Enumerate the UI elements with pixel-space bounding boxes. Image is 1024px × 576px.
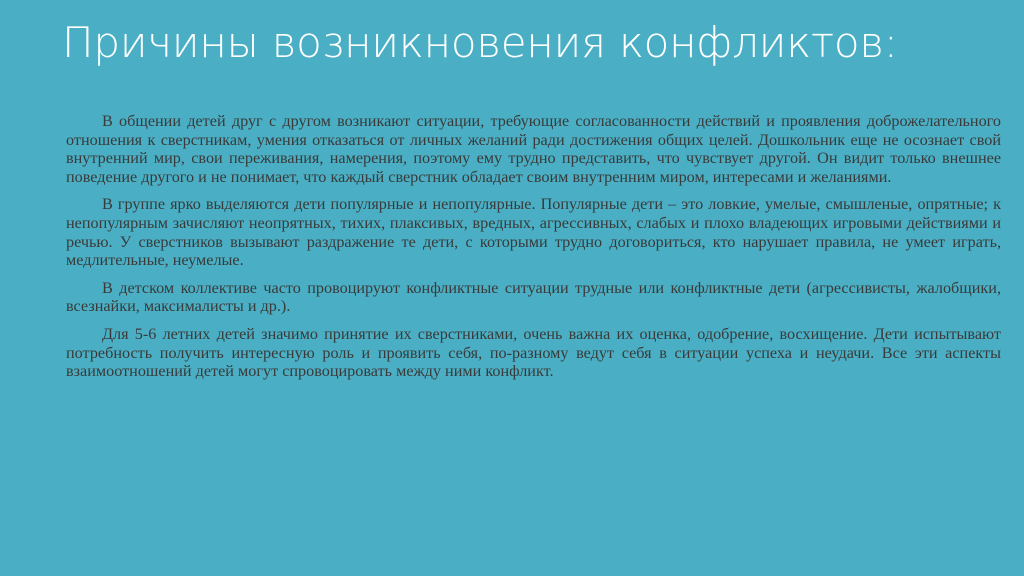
slide-title: Причины возникновения конфликтов: — [62, 18, 898, 67]
paragraph-4: Для 5-6 летних детей значимо принятие их сверстниками, очень важна их оценка, одобрение, восхищение. Дети испытывают потребность получить интересную роль и проявить себя, по-разному ведут себя в ситуации успеха и неудачи. Все эти аспекты взаимоотношений детей могут спровоцировать между ними конфликт. — [66, 324, 1001, 381]
paragraph-1: В общении детей друг с другом возникают ситуации, требующие согласованности действий и проявления доброжелательного отношения к сверстникам, умения отказаться от личных желаний ради достижения общих целей. Дошкольник еще не осознает свой внутренний мир, свои переживания, намерения, поэтому ему трудно представить, что чувствует другой. Он видит только внешнее поведение другого и не понимает, что каждый сверстник обладает своим внутренним миром, интересами и желаниями. — [66, 112, 1001, 186]
slide-body — [66, 112, 1001, 390]
paragraph-2: В группе ярко выделяются дети популярные и непопулярные. Популярные дети – это ловкие, умелые, смышленые, опрятные; к непопулярным зачисляют неопрятных, тихих, плаксивых, вредных, агрессивных, слабых и плохо владеющих игровыми действиями и речью. У сверстников вызывают раздражение те дети, с которыми трудно договориться, кто нарушает правила, не умеет играть, медлительные, неумелые. — [66, 195, 1001, 270]
paragraph-3: В детском коллективе часто провоцируют конфликтные ситуации трудные или конфликтные дети (агрессивисты, жалобщики, всезнайки, максималисты и др.). — [66, 278, 1001, 316]
